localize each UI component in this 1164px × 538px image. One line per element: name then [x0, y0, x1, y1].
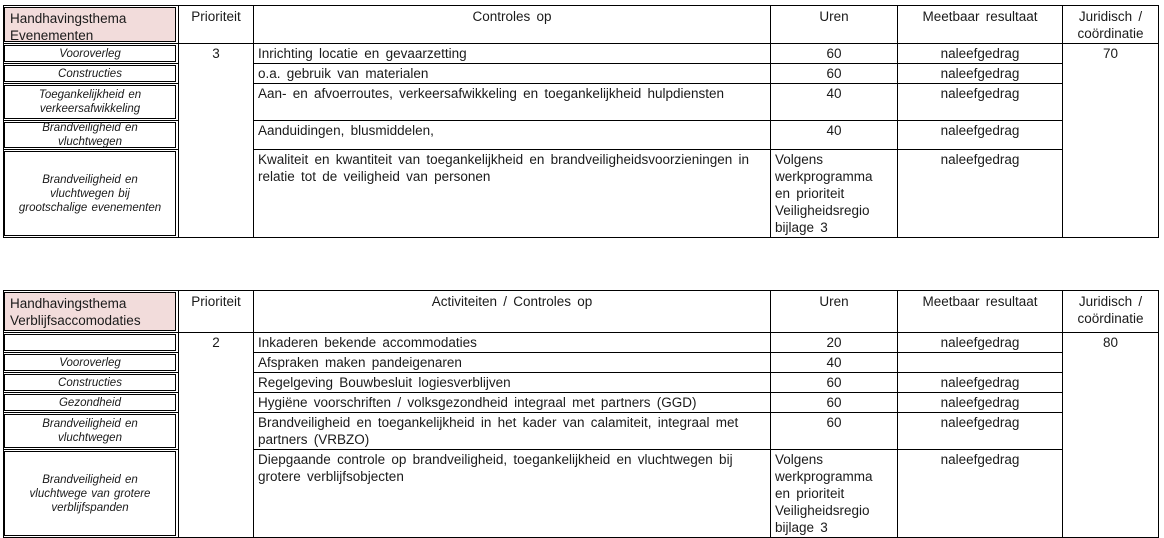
juridisch-total-value: 80 — [1102, 335, 1119, 350]
column-header-prioriteit: Prioriteit — [179, 6, 254, 44]
resultaat-cell: naleefgedrag — [898, 373, 1063, 393]
resultaat-cell: naleefgedrag — [898, 121, 1063, 150]
theme-label: Constructies — [4, 65, 176, 82]
controle-cell: Hygiëne voorschriften / volksgezondheid integraal met partners (GGD) — [254, 393, 771, 413]
theme-cell — [4, 64, 179, 84]
theme-label: Constructies — [4, 374, 176, 391]
juridisch-total-cell — [1063, 44, 1159, 238]
theme-header-cell — [4, 291, 179, 333]
theme-label: Brandveiligheid en vluchtwegen — [4, 122, 176, 148]
controle-cell: Diepgaande controle op brandveiligheid, toegankelijkheid en vluchtwegen bij grotere verblijfsobjecten — [254, 450, 771, 538]
theme-cell — [4, 450, 179, 538]
table-row — [4, 450, 1159, 538]
controle-cell: Brandveiligheid en toegankelijkheid in het kader van calamiteit, integraal met partners (VRBZO) — [254, 413, 771, 450]
uren-cell: 60 — [771, 44, 898, 64]
theme-cell — [4, 333, 179, 353]
theme-label: Brandveiligheid en vluchtwege van grotere verblijfspanden — [4, 451, 176, 536]
theme-cell — [4, 150, 179, 238]
table-row — [4, 150, 1159, 238]
column-header-prioriteit: Prioriteit — [179, 291, 254, 333]
resultaat-cell: naleefgedrag — [898, 393, 1063, 413]
uren-cell: 60 — [771, 373, 898, 393]
theme-label: Toegankelijkheid en verkeersafwikkeling — [4, 85, 176, 119]
table-row — [4, 64, 1159, 84]
column-header-meetbaar: Meetbaar resultaat — [898, 6, 1063, 44]
theme-cell — [4, 353, 179, 373]
table-evenementen — [3, 5, 1159, 238]
resultaat-cell: naleefgedrag — [898, 84, 1063, 121]
uren-cell: 40 — [771, 121, 898, 150]
juridisch-total-cell — [1063, 333, 1159, 538]
resultaat-cell: naleefgedrag — [898, 44, 1063, 64]
theme-cell — [4, 393, 179, 413]
controle-cell: Aan- en afvoerroutes, verkeersafwikkeling en toegankelijkheid hulpdiensten — [254, 84, 771, 121]
uren-cell: 60 — [771, 393, 898, 413]
table-verblijfsaccomodaties — [3, 290, 1159, 538]
uren-cell: 40 — [771, 353, 898, 373]
column-header-controles: Controles op — [254, 6, 771, 44]
uren-cell: 60 — [771, 64, 898, 84]
column-header-uren: Uren — [771, 291, 898, 333]
table-row — [4, 333, 1159, 353]
resultaat-cell: naleefgedrag — [898, 64, 1063, 84]
theme-cell — [4, 44, 179, 64]
priority-value-cell: 3 — [179, 44, 254, 238]
uren-cell: Volgens werkprogramma en prioriteit Veiligheidsregio bijlage 3 — [771, 150, 898, 238]
column-header-juridisch: Juridisch / coördinatie — [1063, 6, 1159, 44]
controle-cell: Inkaderen bekende accommodaties — [254, 333, 771, 353]
table-row — [4, 353, 1159, 373]
theme-label: Brandveiligheid en vluchtwegen bij grootschalige evenementen — [4, 151, 176, 236]
theme-header-verblijfsaccomodaties: Handhavingsthema Verblijfsaccomodaties — [4, 292, 176, 331]
theme-label: Vooroverleg — [4, 354, 176, 371]
theme-label: Brandveiligheid en vluchtwegen — [4, 414, 176, 448]
controle-cell: o.a. gebruik van materialen — [254, 64, 771, 84]
uren-cell: Volgens werkprogramma en prioriteit Veiligheidsregio bijlage 3 — [771, 450, 898, 538]
column-header-meetbaar: Meetbaar resultaat — [898, 291, 1063, 333]
table-row — [4, 84, 1159, 121]
theme-header-evenementen: Handhavingsthema Evenementen — [4, 7, 176, 42]
theme-cell — [4, 84, 179, 121]
table-row — [4, 373, 1159, 393]
controle-cell: Inrichting locatie en gevaarzetting — [254, 44, 771, 64]
uren-cell: 40 — [771, 84, 898, 121]
theme-cell — [4, 373, 179, 393]
theme-label-empty — [4, 334, 176, 351]
theme-cell — [4, 413, 179, 450]
resultaat-cell: naleefgedrag — [898, 150, 1063, 238]
uren-cell: 20 — [771, 333, 898, 353]
resultaat-cell: naleefgedrag — [898, 333, 1063, 353]
juridisch-total-value: 70 — [1102, 46, 1119, 61]
resultaat-cell: naleefgedrag — [898, 413, 1063, 450]
priority-value-cell: 2 — [179, 333, 254, 538]
column-header-activiteiten: Activiteiten / Controles op — [254, 291, 771, 333]
theme-label: Vooroverleg — [4, 45, 176, 62]
theme-cell — [4, 121, 179, 150]
controle-cell: Aanduidingen, blusmiddelen, — [254, 121, 771, 150]
resultaat-cell: naleefgedrag — [898, 450, 1063, 538]
controle-cell: Kwaliteit en kwantiteit van toegankelijkheid en brandveiligheidsvoorzieningen in relatie tot de veiligheid van personen — [254, 150, 771, 238]
table-row — [4, 413, 1159, 450]
column-header-juridisch: Juridisch / coördinatie — [1063, 291, 1159, 333]
resultaat-cell — [898, 353, 1063, 373]
column-header-uren: Uren — [771, 6, 898, 44]
table-row — [4, 121, 1159, 150]
table-separator — [3, 238, 1164, 290]
controle-cell: Afspraken maken pandeigenaren — [254, 353, 771, 373]
controle-cell: Regelgeving Bouwbesluit logiesverblijven — [254, 373, 771, 393]
table-row — [4, 393, 1159, 413]
uren-cell: 60 — [771, 413, 898, 450]
theme-header-cell — [4, 6, 179, 44]
theme-label: Gezondheid — [4, 394, 176, 411]
table-row — [4, 44, 1159, 64]
